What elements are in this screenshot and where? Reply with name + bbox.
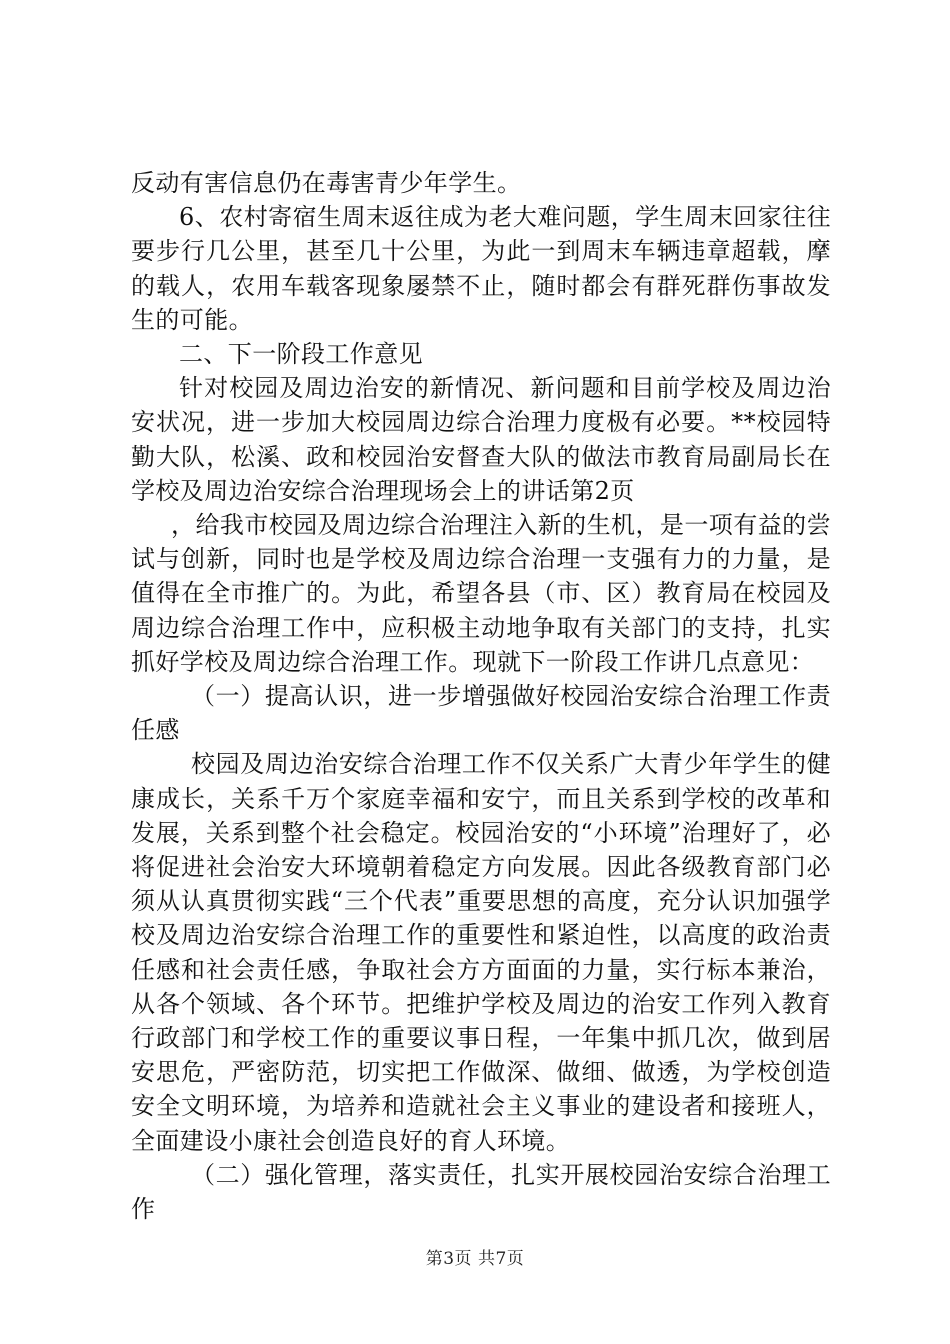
subheading-strengthen-management: （二）强化管理，落实责任，扎实开展校园治安综合治理工作 xyxy=(131,1160,831,1224)
document-body xyxy=(131,166,831,1226)
paragraph-importance: 校园及周边治安综合治理工作不仅关系广大青少年学生的健康成长，关系千万个家庭幸福和安宁，而且关系到学校的改革和发展，关系到整个社会稳定。校园治安的“小环境”治理好了，必将促进社会治安大环境朝着稳定方向发展。因此各级教育部门必须从认真贯彻实践“三个代表”重要思想的高度，充分认识加强学校及周边治安综合治理工作的重要性和紧迫性，以高度的政治责任感和社会责任感，争取社会方方面面的力量，实行标本兼治，从各个领域、各个环节。把维护学校及周边的治安工作列入教育行政部门和学校工作的重要议事日程，一年集中抓几次，做到居安思危，严密防范，切实把工作做深、做细、做透，为学校创造安全文明环境，为培养和造就社会主义事业的建设者和接班人，全面建设小康社会创造良好的育人环境。 xyxy=(131,750,831,1155)
subheading-raise-awareness: （一）提高认识，进一步增强做好校园治安综合治理工作责任感 xyxy=(131,682,831,745)
page-footer: 第3页 共7页 xyxy=(425,1249,525,1269)
section-heading-next-stage: 二、下一阶段工作意见 xyxy=(179,340,423,369)
paragraph-new-situation: 针对校园及周边治安的新情况、新问题和目前学校及周边治安状况，进一步加大校园周边综合治理力度极有必要。**校园特勤大队，松溪、政和校园治安督查大队的做法市教育局副局长在学校及周边治安综合治理现场会上的讲话第2页 xyxy=(131,374,831,505)
paragraph-boarding-students: 6、农村寄宿生周末返往成为老大难问题，学生周末回家往往要步行几公里，甚至几十公里，为此一到周末车辆违章超载，摩的载人，农用车载客现象屡禁不止，随时都会有群死群伤事故发生的可能。 xyxy=(131,203,831,334)
paragraph-harmful-info-end: 反动有害信息仍在毒害青少年学生。 xyxy=(131,169,522,197)
paragraph-promotion: ，给我市校园及周边综合治理注入新的生机，是一项有益的尝试与创新，同时也是学校及周边综合治理一支强有力的力量，是值得在全市推广的。为此，希望各县（市、区）教育局在校园及周边综合治理工作中，应积极主动地争取有关部门的支持，扎实抓好学校及周边综合治理工作。现就下一阶段工作讲几点意见： xyxy=(131,511,831,676)
